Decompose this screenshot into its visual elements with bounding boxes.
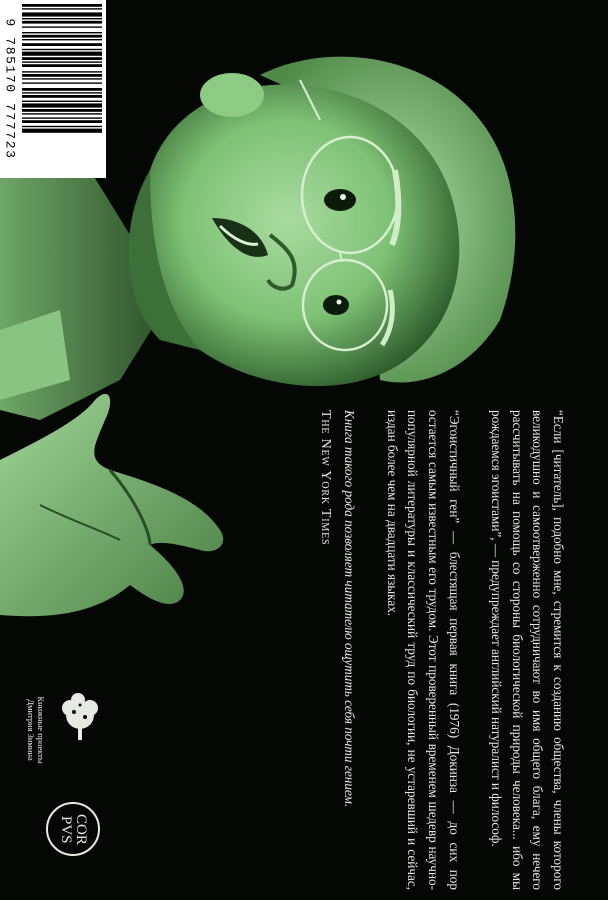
barcode-bar bbox=[22, 82, 102, 83]
barcode-bar bbox=[22, 8, 102, 9]
praise-quote: Книга такого рода позволяет читателю ощутить себя почти гением. bbox=[342, 410, 358, 808]
barcode-bar bbox=[22, 103, 102, 107]
description-paragraph: “Эгоистичный ген” — блестящая первая книга (1976) Докинза — до сих пор остается самым известным его трудом. Этот проверенный временем шедевр научно-популярной литературы и классический труд по биологии, не устаревший и сейчас, издан более чем на двадцати языках. bbox=[384, 410, 462, 890]
quote-paragraph: “Если [читатель], подобно мне, стремится к созданию общества, члены которого великодушно и самоотверженно сотрудничают во имя общего блага, ему нечего рассчитывать на помощь со стороны биологической природы человека... ибо мы рождаемся эгоистами”, — предупреждает английский натуралист и философ. bbox=[489, 410, 566, 890]
praise-source: The New York Times bbox=[317, 410, 333, 546]
barcode-bar bbox=[22, 78, 102, 79]
isbn-digits bbox=[2, 0, 18, 178]
barcode-bar bbox=[22, 109, 102, 112]
publisher-name bbox=[26, 690, 46, 770]
barcode-bar bbox=[22, 92, 102, 93]
barcode-bar bbox=[22, 74, 102, 77]
barcode-bar bbox=[22, 113, 102, 114]
barcode-bar bbox=[22, 39, 102, 40]
isbn-number: 9 785170 777723 bbox=[2, 18, 18, 160]
barcode-bar bbox=[22, 4, 102, 7]
barcode-bar bbox=[22, 35, 102, 38]
publisher-line-1: Книжные проекты bbox=[36, 696, 46, 764]
barcode-bar bbox=[22, 21, 102, 24]
corpus-top: COR bbox=[73, 814, 89, 845]
barcode-bar bbox=[22, 88, 102, 91]
barcode-bar bbox=[22, 95, 102, 98]
barcode-bar bbox=[22, 57, 102, 60]
barcode-bar bbox=[22, 126, 102, 127]
barcode-bar bbox=[22, 32, 102, 33]
barcode-bar bbox=[22, 52, 102, 56]
barcode-bar bbox=[22, 43, 102, 46]
barcode-bar bbox=[22, 71, 102, 72]
barcode-bar bbox=[22, 12, 102, 16]
barcode-bar bbox=[22, 129, 102, 133]
isbn-barcode bbox=[0, 0, 106, 178]
blurb-text-block bbox=[314, 410, 568, 890]
barcode-bar bbox=[22, 120, 102, 123]
barcode-bar bbox=[22, 61, 102, 62]
corpus-logo-text bbox=[44, 800, 102, 858]
barcode-bar bbox=[22, 101, 102, 102]
barcode-bar bbox=[22, 49, 102, 50]
publisher-tree-logo bbox=[50, 690, 110, 750]
barcode-bar bbox=[22, 117, 102, 118]
barcode-bar bbox=[22, 18, 102, 19]
corpus-bottom: PVS bbox=[58, 816, 74, 844]
barcode-bar bbox=[22, 26, 102, 27]
barcode-bar bbox=[22, 64, 102, 67]
publisher-line-2: Дмитрия Зимина bbox=[26, 699, 36, 761]
